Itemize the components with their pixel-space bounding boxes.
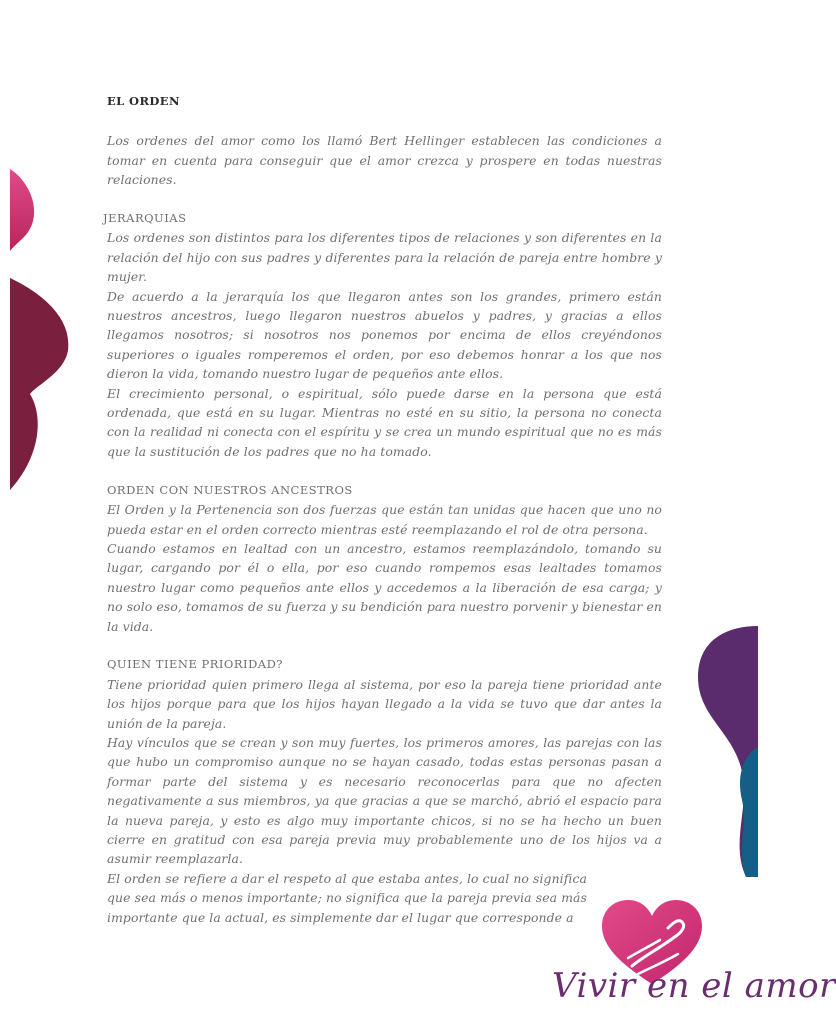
section-heading-jerarquias: JERARQUIAS (103, 211, 187, 226)
section-heading-ancestros: ORDEN CON NUESTROS ANCESTROS (107, 482, 353, 497)
intro-paragraph: Los ordenes del amor como los llamó Bert Hellinger establecen las condiciones a tomar en cuenta para conseguir que el amor crezca y prospere en todas nuestras relaciones. (107, 133, 662, 188)
document-body (103, 92, 662, 927)
logo-text: Vivir en el amor (552, 966, 836, 1006)
paragraph: El Orden y la Pertenencia son dos fuerzas que están tan unidas que hacen que uno no pueda estar en el orden correcto mientras esté reemplazando el rol de otra persona. (107, 502, 662, 537)
paragraph: Hay vínculos que se crean y son muy fuertes, los primeros amores, las parejas con las que hubo un compromiso aunque no se hayan casado, todas estas personas pasan a formar parte del sistema y es necesario reconocerlas para que no afecten negativamente a sus miembros, ya que gracias a que se marchó, abrió el espacio para la nueva pareja, y esto es algo muy importante chicos, si no se ha hecho un buen cierre en gratitud con esa pareja previa muy probablemente uno de los hijos va a asumir reemplazarla. (107, 734, 662, 867)
paragraph: Los ordenes son distintos para los diferentes tipos de relaciones y son diferentes en la relación del hijo con sus padres y diferentes para la relación de pareja entre hombre y mujer. (107, 230, 662, 285)
paragraph: De acuerdo a la jerarquía los que llegaron antes son los grandes, primero están nuestros ancestros, luego llegaron nuestros abuelos y padres, y gracias a ellos llegamos nosotros; si nosotros nos ponemos por encima de ellos creyéndonos superiores o iguales romperemos el orden, por eso debemos honrar a los que nos dieron la vida, tomando nuestro lugar de pequeños ante ellos. (107, 288, 662, 382)
paragraph: El orden se refiere a dar el respeto al que estaba antes, lo cual no significa que sea más o menos importante; no significa que la pareja previa sea más importante que la actual, es simplemente dar el lugar que corresponde a (107, 870, 587, 925)
right-teal-shape (732, 745, 758, 880)
paragraph: Tiene prioridad quien primero llega al sistema, por eso la pareja tiene prioridad ante los hijos porque para que los hijos hayan llegado a la vida se tuvo que dar antes la unión de la pareja. (107, 676, 662, 731)
paragraph: El crecimiento personal, o espiritual, sólo puede darse en la persona que está ordenada, que está en su lugar. Mientras no esté en su sitio, la persona no conecta con la realidad ni conecta con el espíritu y se crea un mundo espiritual que no es más que la sustitución de los padres que no ha tomado. (107, 385, 662, 459)
section-heading-prioridad: QUIEN TIENE PRIORIDAD? (107, 657, 283, 672)
paragraph: Cuando estamos en lealtad con un ancestro, estamos reemplazándolo, tomando su lugar, cargando por él o ella, por eso cuando rompemos esas lealtades tomamos nuestro lugar como pequeños ante ellos y accedemos a la liberación de esa carga; y no solo eso, tomamos de su fuerza y su bendición para nuestro porvenir y bienestar en la vida. (107, 540, 662, 634)
left-maroon-shape (0, 272, 75, 497)
document-title: EL ORDEN (107, 94, 180, 108)
left-pink-shape (0, 165, 40, 255)
